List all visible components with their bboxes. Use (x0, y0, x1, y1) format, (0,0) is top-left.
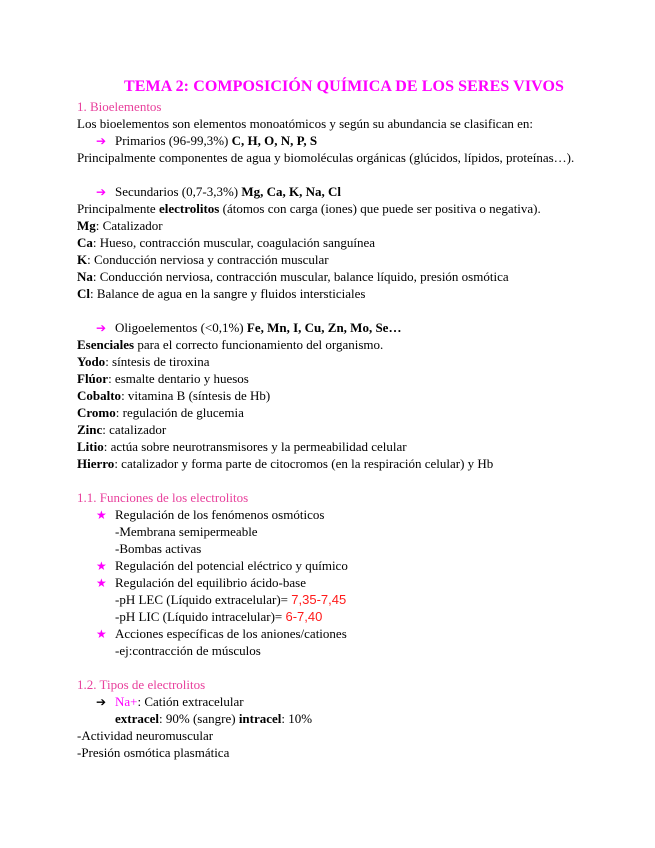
star-icon: ★ (96, 559, 107, 573)
definition-item: Flúor: esmalte dentario y huesos (77, 371, 249, 386)
star-icon: ★ (96, 576, 107, 590)
ph-value: 6-7,40 (285, 609, 323, 624)
definition-item: Ca: Hueso, contracción muscular, coagulación sanguínea (77, 235, 376, 250)
list-item-secundarios: ➔ Secundarios (0,7-3,3%) Mg, Ca, K, Na, Cl (96, 184, 342, 199)
paragraph: -Actividad neuromuscular (77, 728, 214, 743)
sub-item: -Bombas activas (115, 541, 202, 556)
paragraph: -Presión osmótica plasmática (77, 745, 230, 760)
sub-item: -Membrana semipermeable (115, 524, 258, 539)
definition-item: Cl: Balance de agua en la sangre y fluidos intersticiales (77, 286, 366, 301)
arrow-right-icon: ➔ (96, 695, 107, 709)
paragraph: Los bioelementos son elementos monoatómicos y según su abundancia se clasifican en: (77, 116, 533, 131)
definition-item: Na: Conducción nerviosa, contracción muscular, balance líquido, presión osmótica (77, 269, 509, 284)
paragraph: Principalmente componentes de agua y biomoléculas orgánicas (glúcidos, lípidos, proteínas…). (77, 150, 575, 165)
list-item: ★ Regulación del potencial eléctrico y químico (96, 558, 348, 573)
list-item: ★ Regulación de los fenómenos osmóticos (96, 507, 325, 522)
definition-item: Mg: Catalizador (77, 218, 163, 233)
arrow-right-icon: ➔ (96, 185, 107, 199)
definition-item: Cobalto: vitamina B (síntesis de Hb) (77, 388, 271, 403)
sub-item: -pH LIC (Líquido intracelular)= 6-7,40 (115, 609, 323, 624)
paragraph: Principalmente electrolitos (átomos con carga (iones) que puede ser positiva o negativa). (77, 201, 541, 216)
list-item: ★ Acciones específicas de los aniones/cationes (96, 626, 347, 641)
page-title: TEMA 2: COMPOSICIÓN QUÍMICA DE LOS SERES VIVOS (123, 78, 565, 95)
star-icon: ★ (96, 508, 107, 522)
list-item-primarios: ➔ Primarios (96-99,3%) C, H, O, N, P, S (96, 133, 318, 148)
sub-item: -ej:contracción de músculos (115, 643, 261, 658)
definition-item: Hierro: catalizador y forma parte de citocromos (en la respiración celular) y Hb (77, 456, 494, 471)
arrow-right-icon: ➔ (96, 321, 107, 335)
arrow-right-icon: ➔ (96, 134, 107, 148)
sub-item: -pH LEC (Líquido extracelular)= 7,35-7,45 (115, 592, 347, 607)
list-item-oligoelementos: ➔ Oligoelementos (<0,1%) Fe, Mn, I, Cu, Zn, Mo, Se… (96, 320, 402, 335)
star-icon: ★ (96, 627, 107, 641)
paragraph: Esenciales para el correcto funcionamiento del organismo. (77, 337, 384, 352)
section-heading-bioelementos: 1. Bioelementos (77, 99, 162, 114)
list-item: ★ Regulación del equilibrio ácido-base (96, 575, 306, 590)
list-item-na: ➔ Na+: Catión extracelular (96, 694, 244, 709)
section-heading-tipos: 1.2. Tipos de electrolitos (77, 677, 206, 692)
definition-item: Cromo: regulación de glucemia (77, 405, 244, 420)
definition-item: K: Conducción nerviosa y contracción muscular (77, 252, 329, 267)
definition-item: Litio: actúa sobre neurotransmisores y la permeabilidad celular (77, 439, 407, 454)
definition-item: Zinc: catalizador (77, 422, 167, 437)
na-distribution: extracel: 90% (sangre) intracel: 10% (115, 711, 313, 726)
document-page (77, 76, 617, 761)
ph-value: 7,35-7,45 (291, 592, 347, 607)
section-heading-funciones: 1.1. Funciones de los electrolitos (77, 490, 249, 505)
definition-item: Yodo: síntesis de tiroxina (77, 354, 210, 369)
